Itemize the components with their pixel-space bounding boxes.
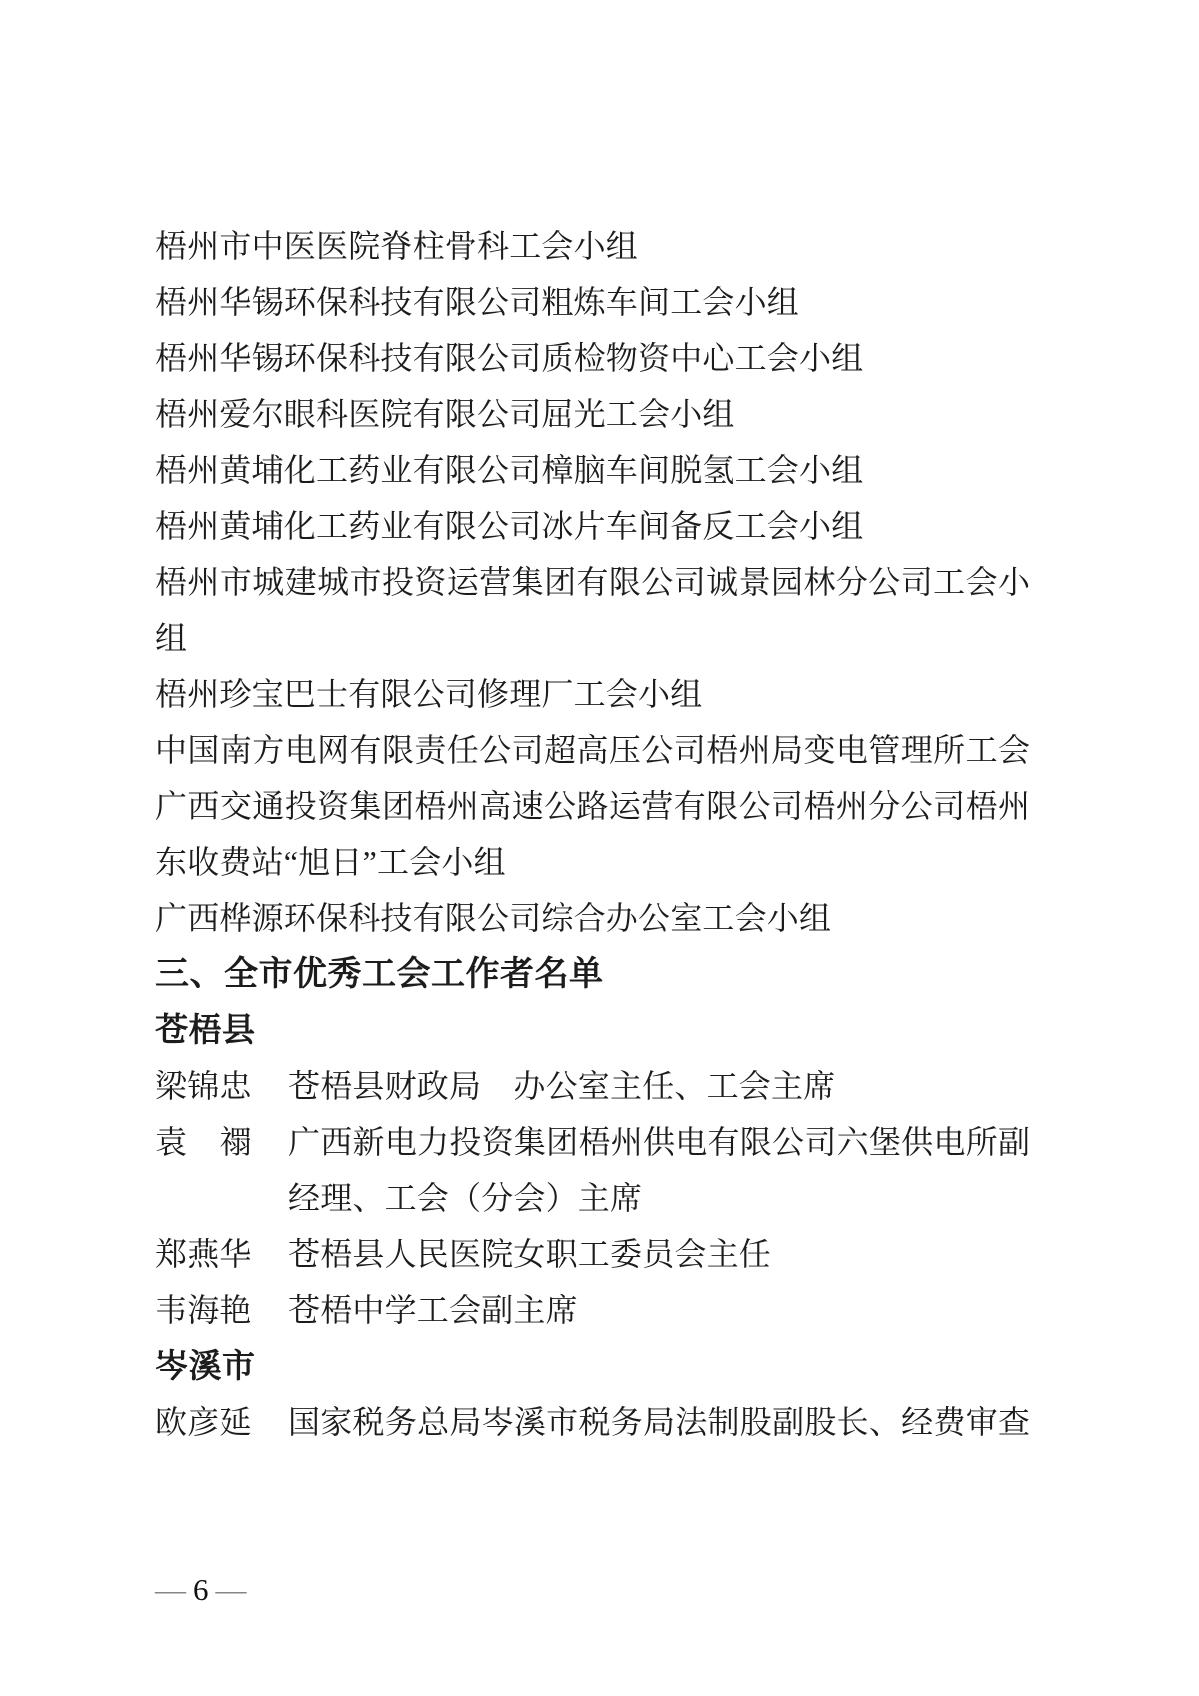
union-group-line: 广西桦源环保科技有限公司综合办公室工会小组 (155, 900, 832, 936)
section-heading: 三、全市优秀工会工作者名单 (155, 955, 604, 993)
worker-row (155, 1394, 1030, 1450)
worker-row (155, 1226, 1030, 1282)
worker-name (155, 1170, 288, 1226)
worker-title: 苍梧中学工会副主席 (288, 1292, 578, 1328)
worker-title: 苍梧县财政局 办公室主任、工会主席 (288, 1068, 836, 1104)
footer-dash-right: — (215, 1572, 247, 1607)
worker-row-continuation (155, 1170, 1030, 1226)
union-group-line: 广西交通投资集团梧州高速公路运营有限公司梧州分公司梧州 (155, 788, 1030, 824)
union-group-line: 梧州市城建城市投资运营集团有限公司诚景园林分公司工会小 (155, 564, 1030, 600)
union-group-line: 梧州爱尔眼科医院有限公司屈光工会小组 (155, 396, 735, 432)
footer-dash-left: — (155, 1572, 186, 1607)
union-group-line: 梧州珍宝巴士有限公司修理厂工会小组 (155, 676, 703, 712)
union-group-line: 梧州黄埔化工药业有限公司樟脑车间脱氢工会小组 (155, 452, 864, 488)
worker-title: 国家税务总局岑溪市税务局法制股副股长、经费审查 (288, 1404, 1030, 1440)
worker-title: 广西新电力投资集团梧州供电有限公司六堡供电所副 (288, 1124, 1030, 1160)
county-heading-cenxi: 岑溪市 (155, 1347, 256, 1384)
worker-name: 郑燕华 (155, 1236, 252, 1272)
worker-row (155, 1282, 1030, 1338)
union-group-line: 梧州黄埔化工药业有限公司冰片车间备反工会小组 (155, 508, 864, 544)
union-group-line: 梧州华锡环保科技有限公司粗炼车间工会小组 (155, 284, 800, 320)
worker-name: 韦海艳 (155, 1292, 252, 1328)
county-heading-cangwu: 苍梧县 (155, 1011, 256, 1048)
worker-row (155, 1114, 1030, 1170)
worker-title: 经理、工会（分会）主席 (288, 1180, 643, 1216)
worker-name: 欧彦延 (155, 1404, 252, 1440)
worker-title: 苍梧县人民医院女职工委员会主任 (288, 1236, 772, 1272)
union-group-line-continuation: 组 (155, 620, 188, 656)
page-number (155, 1572, 247, 1608)
worker-name: 袁 禤 (155, 1124, 252, 1160)
union-group-line: 梧州市中医医院脊柱骨科工会小组 (155, 228, 639, 264)
union-group-line-continuation: 东收费站“旭日”工会小组 (155, 844, 506, 880)
worker-row (155, 1058, 1030, 1114)
worker-name: 梁锦忠 (155, 1068, 252, 1104)
footer-page-number: 6 (193, 1572, 209, 1607)
union-group-line: 中国南方电网有限责任公司超高压公司梧州局变电管理所工会 (155, 732, 1030, 768)
document-body (155, 218, 1030, 1450)
union-group-line: 梧州华锡环保科技有限公司质检物资中心工会小组 (155, 340, 864, 376)
